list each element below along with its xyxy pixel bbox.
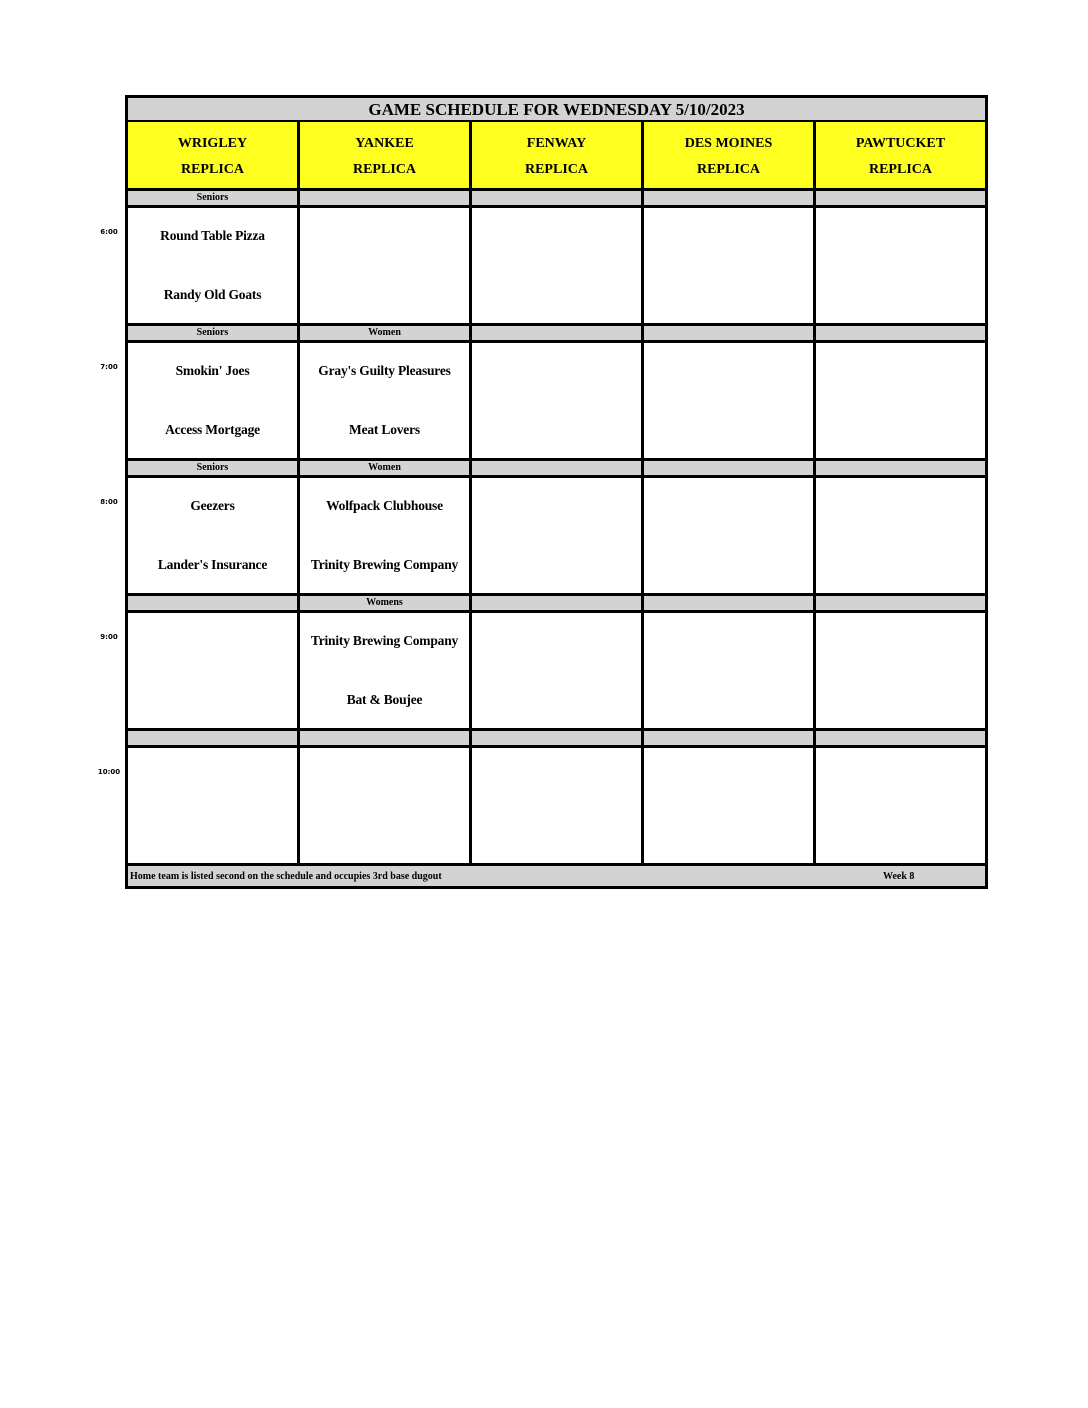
- division-label: [644, 731, 816, 745]
- division-row: [128, 731, 985, 748]
- home-team: Meat Lovers: [349, 422, 420, 437]
- field-name: PAWTUCKET: [855, 136, 946, 151]
- schedule-footer: [128, 866, 985, 886]
- game-cell: [128, 208, 300, 323]
- visiting-team: Round Table Pizza: [160, 228, 265, 243]
- game-cell: [644, 343, 816, 458]
- home-team: Trinity Brewing Company: [310, 557, 459, 572]
- game-cell: [644, 478, 816, 593]
- schedule-title: GAME SCHEDULE FOR WEDNESDAY 5/10/2023: [128, 98, 985, 122]
- visiting-team: Trinity Brewing Company: [310, 633, 459, 648]
- division-label: [816, 596, 985, 610]
- game-cell: [644, 208, 816, 323]
- division-label: [472, 461, 644, 475]
- field-subtitle: REPLICA: [868, 162, 932, 177]
- division-row: [128, 461, 985, 478]
- field-subtitle: REPLICA: [696, 162, 760, 177]
- game-cell: [816, 343, 985, 458]
- game-cell: [816, 748, 985, 863]
- division-label: [816, 326, 985, 340]
- division-label: [300, 731, 472, 745]
- division-label: [816, 461, 985, 475]
- game-cell: [472, 208, 644, 323]
- time-label: 10:00: [97, 768, 121, 776]
- game-cell: [300, 208, 472, 323]
- field-header-0: [128, 122, 300, 188]
- game-cell: [472, 613, 644, 728]
- field-name: FENWAY: [526, 136, 587, 151]
- division-row: [128, 191, 985, 208]
- field-subtitle: REPLICA: [524, 162, 588, 177]
- game-cell: [300, 748, 472, 863]
- field-subtitle: REPLICA: [180, 162, 244, 177]
- division-row: [128, 596, 985, 613]
- time-label: 7:00: [100, 363, 118, 371]
- field-name: YANKEE: [355, 136, 414, 151]
- game-cell: [300, 478, 472, 593]
- visiting-team: Geezers: [190, 498, 235, 513]
- game-cell: [816, 613, 985, 728]
- division-label: [472, 731, 644, 745]
- home-team: Bat & Boujee: [346, 692, 423, 707]
- division-label: [300, 191, 472, 205]
- division-label: [472, 326, 644, 340]
- division-label: Womens: [300, 596, 472, 610]
- week-label: Week 8: [883, 871, 915, 882]
- division-label: [644, 596, 816, 610]
- game-cell: [128, 613, 300, 728]
- game-cell: [128, 343, 300, 458]
- home-team-note: Home team is listed second on the schedule and occupies 3rd base dugout: [130, 871, 442, 882]
- home-team: Lander's Insurance: [157, 557, 268, 572]
- visiting-team: Gray's Guilty Pleasures: [318, 363, 451, 378]
- division-row: [128, 326, 985, 343]
- division-label: [644, 191, 816, 205]
- schedule-table: [125, 95, 988, 889]
- time-label: 9:00: [100, 633, 118, 641]
- game-cell: [472, 748, 644, 863]
- division-label: Women: [300, 461, 472, 475]
- division-label: [128, 596, 300, 610]
- game-row: [128, 478, 985, 596]
- division-label: [816, 191, 985, 205]
- game-cell: [816, 478, 985, 593]
- game-cell: [128, 748, 300, 863]
- visiting-team: Wolfpack Clubhouse: [326, 498, 443, 513]
- game-row: [128, 748, 985, 866]
- game-cell: [472, 343, 644, 458]
- game-cell: [128, 478, 300, 593]
- home-team: Access Mortgage: [165, 422, 260, 437]
- time-label: 8:00: [100, 498, 118, 506]
- game-cell: [644, 613, 816, 728]
- field-header-3: [644, 122, 816, 188]
- field-header-row: [128, 122, 985, 191]
- division-label: [644, 461, 816, 475]
- game-row: [128, 208, 985, 326]
- division-label: Seniors: [128, 326, 300, 340]
- game-cell: [300, 343, 472, 458]
- field-header-1: [300, 122, 472, 188]
- division-label: Women: [300, 326, 472, 340]
- division-label: Seniors: [128, 461, 300, 475]
- division-label: [472, 191, 644, 205]
- field-name: DES MOINES: [684, 136, 773, 151]
- field-header-4: [816, 122, 985, 188]
- field-header-2: [472, 122, 644, 188]
- division-label: [472, 596, 644, 610]
- game-cell: [816, 208, 985, 323]
- home-team: Randy Old Goats: [163, 287, 262, 302]
- field-subtitle: REPLICA: [352, 162, 416, 177]
- game-cell: [300, 613, 472, 728]
- game-row: [128, 343, 985, 461]
- division-label: [128, 731, 300, 745]
- visiting-team: Smokin' Joes: [175, 363, 250, 378]
- division-label: [816, 731, 985, 745]
- division-label: Seniors: [128, 191, 300, 205]
- game-cell: [644, 748, 816, 863]
- game-row: [128, 613, 985, 731]
- division-label: [644, 326, 816, 340]
- field-name: WRIGLEY: [177, 136, 248, 151]
- time-label: 6:00: [100, 228, 118, 236]
- game-cell: [472, 478, 644, 593]
